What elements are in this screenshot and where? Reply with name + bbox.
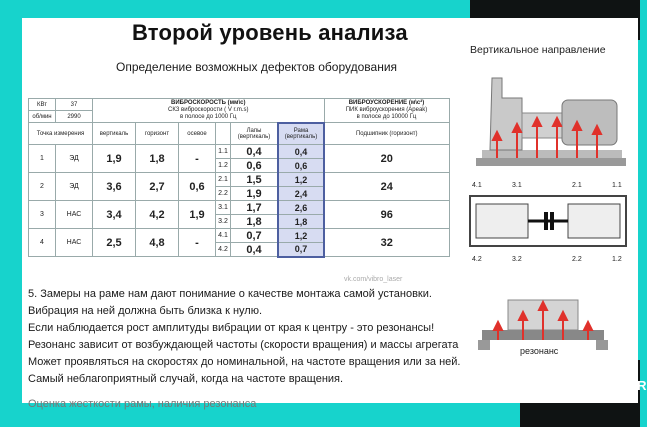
resonance-label: резонанс xyxy=(520,346,559,356)
table-cell: 2.2 xyxy=(216,187,231,201)
col-frame: Рама (вертикаль) xyxy=(278,123,324,145)
table-cell: 2.1 xyxy=(216,173,231,187)
table-row xyxy=(29,173,450,187)
note-line: 5. Замеры на раме нам дают понимание о качестве монтажа самой установки. xyxy=(28,288,432,300)
note-line: Резонанс зависит от возбуждающей частоты (скорости вращения) и массы агрегата xyxy=(28,339,459,351)
table-cell: 2,6 xyxy=(278,201,324,215)
base-schematic xyxy=(468,194,628,248)
col-bearing: Подшипник (горизонт) xyxy=(324,123,449,145)
table-cell: - xyxy=(179,229,216,257)
table-cell: 1,8 xyxy=(278,215,324,229)
diagram-title: Вертикальное направление xyxy=(470,44,606,56)
pump-illustration xyxy=(462,58,632,168)
table-cell: 20 xyxy=(324,145,449,173)
logo-ring-icon xyxy=(526,374,556,404)
table-row xyxy=(29,201,450,215)
point-label: 2.2 xyxy=(572,256,582,263)
table-cell: 1,9 xyxy=(179,201,216,229)
table-row xyxy=(29,229,450,243)
table-cell: 0,4 xyxy=(278,145,324,159)
rpm-label: об/мин xyxy=(29,111,56,123)
velocity-header: ВИБРОСКОРОСТЬ (мм\с) xyxy=(170,99,246,106)
table-cell: 1,9 xyxy=(231,187,279,201)
acceleration-sub1: ПИК виброускорения (Apeak) xyxy=(345,107,428,113)
table-cell: 0,6 xyxy=(278,159,324,173)
table-cell: 1,8 xyxy=(136,145,179,173)
slide-subtitle: Определение возможных дефектов оборудования xyxy=(116,60,398,74)
table-cell: 1,8 xyxy=(231,215,279,229)
slide xyxy=(22,18,638,410)
note-line: Вибрация на ней должна быть близка к нулю. xyxy=(28,305,263,317)
table-cell: 2,4 xyxy=(278,187,324,201)
table-cell: 0,7 xyxy=(278,243,324,257)
table-cell: 0,4 xyxy=(231,243,279,257)
table-cell: 4,2 xyxy=(136,201,179,229)
table-cell: НАС xyxy=(56,229,93,257)
acceleration-sub2: в полосе до 10000 Гц xyxy=(356,114,417,120)
note-line: Может проявляться на скоростях до номинальной, на частоте вращения или за ней. xyxy=(28,356,461,368)
rpm-value: 2990 xyxy=(56,111,93,123)
logo-name: VIBRO-LASER xyxy=(554,378,647,393)
point-label: 4.2 xyxy=(472,256,482,263)
note-line: Если наблюдается рост амплитуды вибрации от края к центру - это резонансы! xyxy=(28,322,435,334)
point-label: 1.2 xyxy=(612,256,622,263)
point-label: 4.1 xyxy=(472,182,482,189)
point-label: 1.1 xyxy=(612,182,622,189)
velocity-sub1: СКЗ виброскорости ( V r.m.s) xyxy=(167,106,249,113)
table-cell: 1,5 xyxy=(231,173,279,187)
point-label: 2.1 xyxy=(572,182,582,189)
kw-label: КВт xyxy=(29,99,56,111)
table-cell: 3.2 xyxy=(216,215,231,229)
table-cell: 4 xyxy=(29,229,56,257)
watermark: vk.com/vibro_laser xyxy=(344,276,403,283)
col-vertical: вертикаль xyxy=(93,123,136,145)
table-cell: 96 xyxy=(324,201,449,229)
table-cell: 24 xyxy=(324,173,449,201)
table-cell: 0,4 xyxy=(231,145,279,159)
point-label: 3.1 xyxy=(512,182,522,189)
table-cell: 32 xyxy=(324,229,449,257)
table-cell: 0,6 xyxy=(231,159,279,173)
point-label: 3.2 xyxy=(512,256,522,263)
col-horizontal: горизонт xyxy=(136,123,179,145)
table-cell: 3,6 xyxy=(93,173,136,201)
table-cell: 1,7 xyxy=(231,201,279,215)
table-cell: 2,5 xyxy=(93,229,136,257)
note-line: Самый неблагоприятный случай, когда на частоте вращения. xyxy=(28,373,344,385)
table-cell: 3 xyxy=(29,201,56,229)
table-cell: 1 xyxy=(29,145,56,173)
slide-title: Второй уровень анализа xyxy=(132,20,408,45)
note-line: Оценка жесткости рамы, наличия резонанса xyxy=(28,398,257,410)
table-cell: 1,2 xyxy=(278,229,324,243)
logo-subtitle: УЧЕБНЫЙ ЦЕНТР xyxy=(564,396,623,402)
acceleration-header: ВИБРОУСКОРЕНИЕ (м\с²) xyxy=(348,100,425,106)
table-cell: 4.1 xyxy=(216,229,231,243)
table-cell: 1.1 xyxy=(216,145,231,159)
table-cell: 3,4 xyxy=(93,201,136,229)
table-cell: 1.2 xyxy=(216,159,231,173)
table-row xyxy=(29,145,450,159)
table-cell: 1,9 xyxy=(93,145,136,173)
table-cell: 3.1 xyxy=(216,201,231,215)
table-cell: ЭД xyxy=(56,145,93,173)
table-cell: 1,2 xyxy=(278,173,324,187)
table-cell: - xyxy=(179,145,216,173)
table-cell: 4.2 xyxy=(216,243,231,257)
table-cell: 0,6 xyxy=(179,173,216,201)
col-axial: осевое xyxy=(179,123,216,145)
kw-value: 37 xyxy=(56,99,93,111)
table-cell: 4,8 xyxy=(136,229,179,257)
table-cell: 0,7 xyxy=(231,229,279,243)
table-cell: НАС xyxy=(56,201,93,229)
col-paws: Лапы (вертикаль) xyxy=(231,123,279,145)
table-cell: 2 xyxy=(29,173,56,201)
vibration-table xyxy=(28,98,450,258)
table-cell: 2,7 xyxy=(136,173,179,201)
velocity-sub2: в полосе до 1000 Гц xyxy=(180,113,237,120)
col-point: Точка измерения xyxy=(29,123,93,145)
table-cell: ЭД xyxy=(56,173,93,201)
